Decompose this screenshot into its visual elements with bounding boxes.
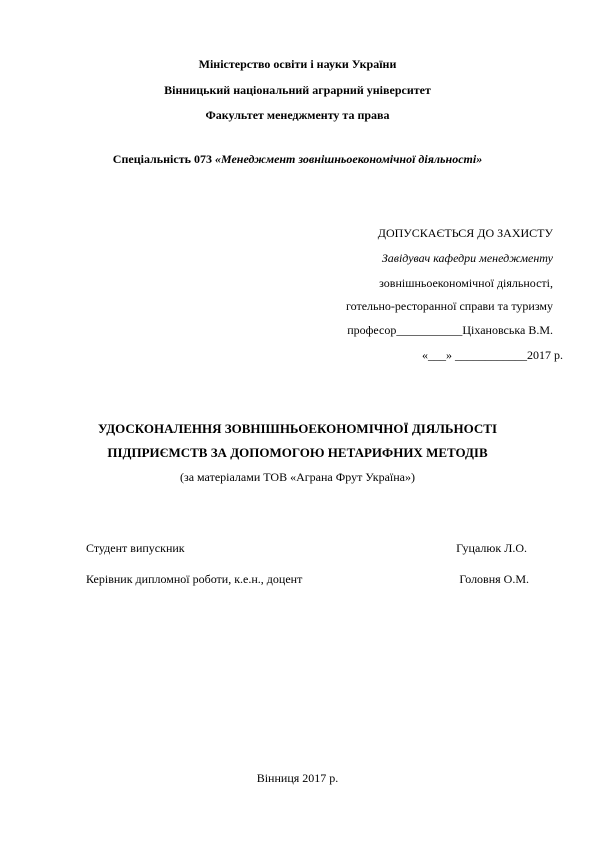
thesis-title-line-2: ПІДПРИЄМСТВ ЗА ДОПОМОГОЮ НЕТАРИФНИХ МЕТОДІВ (107, 445, 488, 460)
university-name: Вінницький національний аграрний університет (164, 83, 431, 97)
approval-line-3: готельно-ресторанної справи та туризму (345, 299, 553, 313)
student-name: Гуцалюк Л.О. (456, 541, 527, 555)
thesis-subtitle: (за матеріалами ТОВ «Аграна Фрут Україна») (179, 470, 415, 484)
ministry-name: Міністерство освіти і науки України (198, 57, 397, 71)
approval-line-1: Завідувач кафедри менеджменту (381, 251, 553, 265)
approval-signature: професор___________Ціхановська В.М. (347, 323, 553, 337)
supervisor-name: Головня О.М. (459, 572, 529, 586)
approval-line-2: зовнішньоекономічної діяльності, (379, 276, 553, 290)
supervisor-label: Керівник дипломної роботи, к.е.н., доцент (86, 572, 303, 586)
thesis-title-line-1: УДОСКОНАЛЕННЯ ЗОВНІШНЬОЕКОНОМІЧНОЇ ДІЯЛЬНОСТІ (97, 421, 498, 436)
place-year: Вінниця 2017 р. (256, 771, 339, 785)
approval-date: «___» ____________2017 р. (422, 348, 563, 362)
approval-title: ДОПУСКАЄТЬСЯ ДО ЗАХИСТУ (377, 226, 553, 240)
specialty-name: «Менеджмент зовнішньоекономічної діяльності» (214, 152, 483, 166)
specialty-prefix: Спеціальність 073 (112, 152, 215, 166)
specialty-line (0, 152, 595, 166)
faculty-name: Факультет менеджменту та права (205, 108, 390, 122)
student-label: Студент випускник (86, 541, 185, 555)
